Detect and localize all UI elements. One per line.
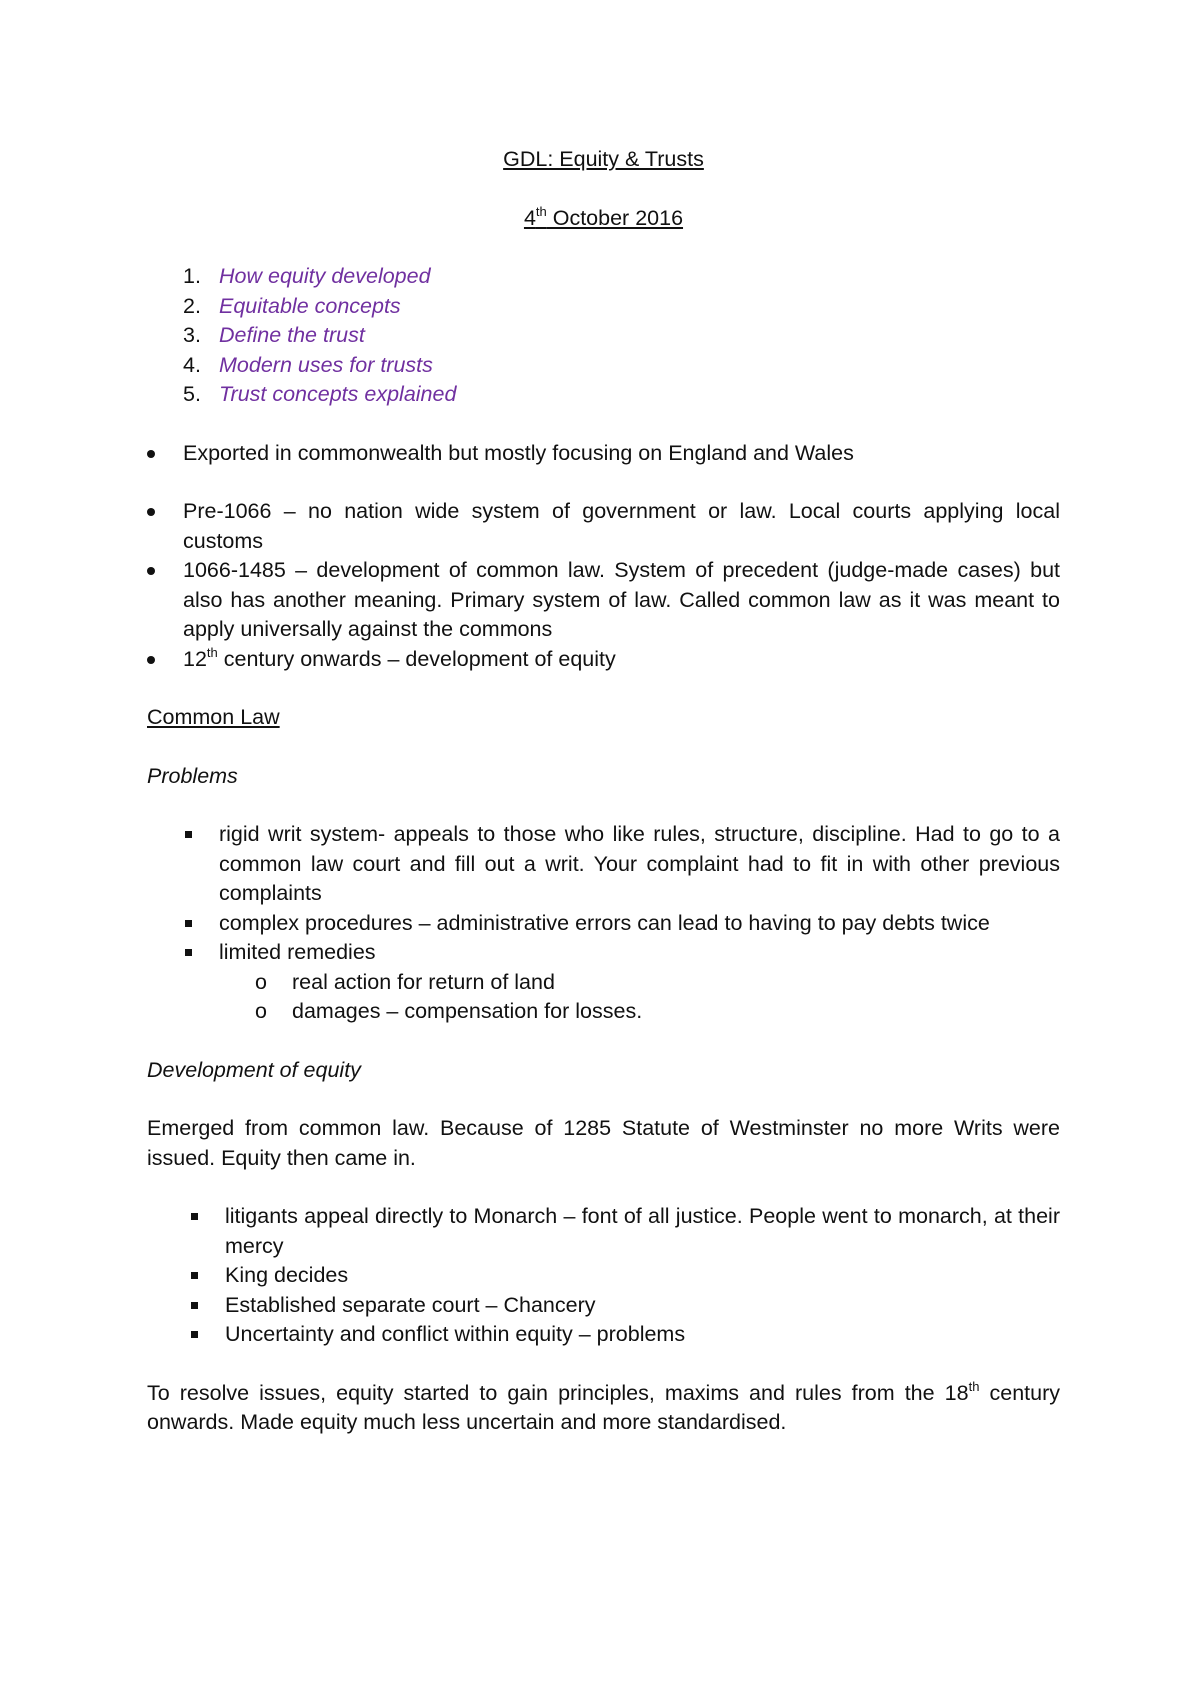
- remedy-item: o real action for return of land: [147, 968, 1060, 998]
- development-paragraph: Emerged from common law. Because of 1285 Statute of Westminster no more Writs were issued. Equity then came in.: [147, 1116, 1060, 1170]
- bullet-item: 12th century onwards – development of equity: [147, 645, 1060, 675]
- bullet-dot-icon: [147, 508, 155, 516]
- bullet-item: 1066-1485 – development of common law. System of precedent (judge-made cases) but also has another meaning. Primary system of law. Called common law as it was meant to apply universally against the commons: [147, 556, 1060, 645]
- development-item: Established separate court – Chancery: [147, 1291, 1060, 1321]
- square-bullet-icon: [191, 1302, 198, 1309]
- objective-item: 4. Modern uses for trusts: [183, 352, 433, 377]
- square-bullet-icon: [191, 1213, 198, 1220]
- development-heading: Development of equity: [147, 1057, 361, 1082]
- problems-list: [147, 820, 1060, 1027]
- remedies-list: [147, 968, 1060, 1027]
- objective-item: 1. How equity developed: [183, 264, 431, 288]
- bullet-dot-icon: [147, 450, 155, 458]
- objective-item: 3. Define the trust: [183, 323, 365, 347]
- common-law-heading: Common Law: [147, 705, 280, 729]
- problem-item: complex procedures – administrative errors can lead to having to pay debts twice: [147, 909, 1060, 939]
- square-bullet-icon: [191, 1331, 198, 1338]
- history-list: [147, 497, 1060, 674]
- bullet-dot-icon: [147, 567, 155, 575]
- intro-list: [147, 439, 1060, 469]
- remedy-item: o damages – compensation for losses.: [147, 997, 1060, 1027]
- bullet-item: Pre-1066 – no nation wide system of government or law. Local courts applying local customs: [147, 497, 1060, 556]
- bullet-dot-icon: [147, 656, 155, 664]
- closing-paragraph: To resolve issues, equity started to gain principles, maxims and rules from the 18th century onwards. Made equity much less uncertain and more standardised.: [147, 1378, 1060, 1434]
- square-bullet-icon: [191, 1272, 198, 1279]
- square-bullet-icon: [185, 831, 192, 838]
- objectives-list: [147, 262, 1060, 410]
- circle-bullet-icon: o: [255, 999, 267, 1023]
- document-title: GDL: Equity & Trusts: [503, 147, 704, 171]
- development-item: King decides: [147, 1261, 1060, 1291]
- document-body: [147, 145, 1060, 1438]
- circle-bullet-icon: o: [255, 969, 267, 994]
- development-item: Uncertainty and conflict within equity – problems: [147, 1320, 1060, 1350]
- problems-heading: Problems: [147, 763, 238, 788]
- objective-item: 2. Equitable concepts: [183, 293, 401, 318]
- problem-item: rigid writ system- appeals to those who like rules, structure, discipline. Had to go to a common law court and fill out a writ. Your complaint had to fit in with other previous complaints: [147, 820, 1060, 909]
- problem-item: limited remedies o real action for return of land o damages – compensation for losses.: [147, 938, 1060, 1027]
- square-bullet-icon: [185, 920, 192, 927]
- square-bullet-icon: [185, 949, 192, 956]
- development-list: [147, 1202, 1060, 1350]
- development-item: litigants appeal directly to Monarch – font of all justice. People went to monarch, at their mercy: [147, 1202, 1060, 1261]
- document-date: 4th October 2016: [523, 203, 684, 230]
- objective-item: 5. Trust concepts explained: [183, 382, 457, 406]
- bullet-item: Exported in commonwealth but mostly focusing on England and Wales: [147, 439, 1060, 469]
